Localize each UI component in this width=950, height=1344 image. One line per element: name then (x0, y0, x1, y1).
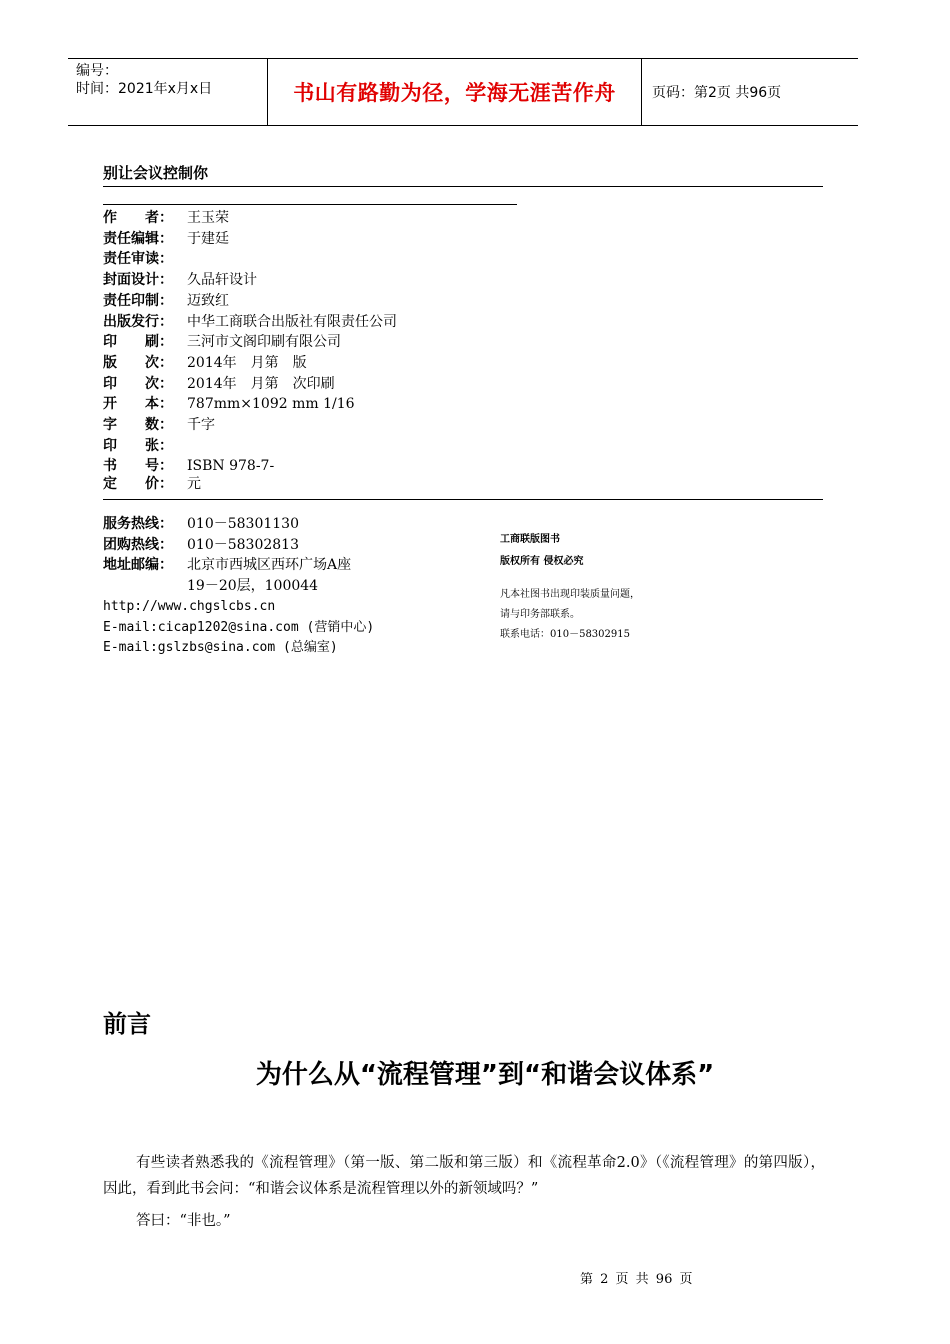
divider (103, 186, 823, 187)
address-value: 北京市西城区西环广场A座 (187, 557, 352, 574)
info-row (103, 332, 397, 353)
info-label: 开 本： (103, 396, 173, 413)
book-title: 别让会议控制你 (103, 164, 209, 182)
notice-line: 工商联版图书 (500, 534, 560, 545)
info-label: 责任印制： (103, 292, 173, 309)
info-value: 三河市文阁印刷有限公司 (187, 334, 341, 351)
info-row (103, 291, 397, 312)
info-value: 元 (187, 476, 201, 493)
page-footer: 第 2 页 共 96 页 (580, 1272, 693, 1287)
address-label: 地址邮编： (103, 557, 173, 574)
info-value: 787mm×1092 mm 1/16 (187, 396, 355, 413)
notice-line: 联系电话：010－58302915 (500, 629, 630, 640)
info-value: 于建廷 (187, 230, 229, 247)
info-label: 定 价： (103, 476, 173, 493)
info-value: 千字 (187, 417, 215, 434)
info-row (103, 353, 397, 374)
notice-line: 凡本社图书出现印装质量问题， (500, 589, 640, 600)
info-value: 久品轩设计 (187, 272, 257, 289)
info-label: 字 数： (103, 417, 173, 434)
info-label: 作 者： (103, 210, 173, 226)
contact-row (103, 514, 374, 535)
info-label: 印 刷： (103, 334, 173, 351)
contact-row (103, 535, 374, 556)
email-marketing[interactable]: E-mail:cicap1202@sina.com (营销中心) (103, 619, 375, 635)
info-label: 封面设计： (103, 272, 173, 289)
info-row (103, 312, 397, 333)
notice-line: 请与印务部联系。 (500, 609, 580, 620)
info-value: 2014年 月第 次印刷 (187, 375, 335, 392)
email-editorial[interactable]: E-mail:gslzbs@sina.com (总编室) (103, 640, 338, 656)
info-label: 责任编辑： (103, 230, 173, 247)
group-value: 010－58302813 (187, 536, 299, 553)
hotline-value: 010－58301130 (187, 516, 299, 532)
header-page-info: 页码：第2页 共96页 (652, 85, 782, 101)
preface-paragraph: 答曰：“非也。” (136, 1213, 231, 1229)
divider (103, 499, 823, 500)
info-value: 中华工商联合出版社有限责任公司 (187, 313, 397, 330)
info-value: 王玉荣 (187, 210, 229, 226)
info-row (103, 229, 397, 250)
info-label: 版 次： (103, 354, 173, 371)
info-label: 责任审读： (103, 251, 173, 268)
divider (103, 204, 517, 205)
info-label: 出版发行： (103, 313, 173, 330)
info-row (103, 474, 397, 495)
address-value-2: 19－20层，100044 (187, 578, 319, 595)
info-label: 印 次： (103, 375, 173, 392)
header-meta (68, 59, 268, 125)
info-row (103, 208, 397, 229)
website-link[interactable]: http://www.chgslcbs.cn (103, 598, 276, 614)
contact-row (103, 576, 374, 597)
hotline-label: 服务热线： (103, 516, 173, 532)
group-label: 团购热线： (103, 536, 173, 553)
preface-heading: 前言 (103, 1010, 151, 1038)
info-row (103, 415, 397, 436)
contact-block (103, 514, 374, 659)
info-row (103, 394, 397, 415)
copyright-info (103, 208, 397, 495)
page-header (68, 58, 858, 126)
header-time: 时间：2021年x月x日 (76, 81, 213, 97)
notice-line: 版权所有 侵权必究 (500, 556, 584, 567)
info-label: 印 张： (103, 437, 173, 454)
preface-paragraph: 有些读者熟悉我的《流程管理》（第一版、第二版和第三版）和《流程革命2.0》（《流程管理》的第四版），因此，看到此书会问：“和谐会议体系是流程管理以外的新领域吗？” (103, 1155, 825, 1197)
header-motto: 书山有路勤为径，学海无涯苦作舟 (268, 59, 642, 125)
info-row (103, 436, 397, 457)
info-value: 迈致红 (187, 292, 229, 309)
header-number: 编号： (76, 63, 118, 79)
info-row (103, 249, 397, 270)
info-value: 2014年 月第 版 (187, 354, 307, 371)
contact-row (103, 555, 374, 576)
info-label: 书 号： (103, 458, 173, 475)
info-row (103, 270, 397, 291)
info-row (103, 374, 397, 395)
info-value: ISBN 978-7- (187, 458, 275, 475)
preface-title: 为什么从“流程管理”到“和谐会议体系” (255, 1060, 715, 1090)
copyright-notice (500, 532, 640, 643)
